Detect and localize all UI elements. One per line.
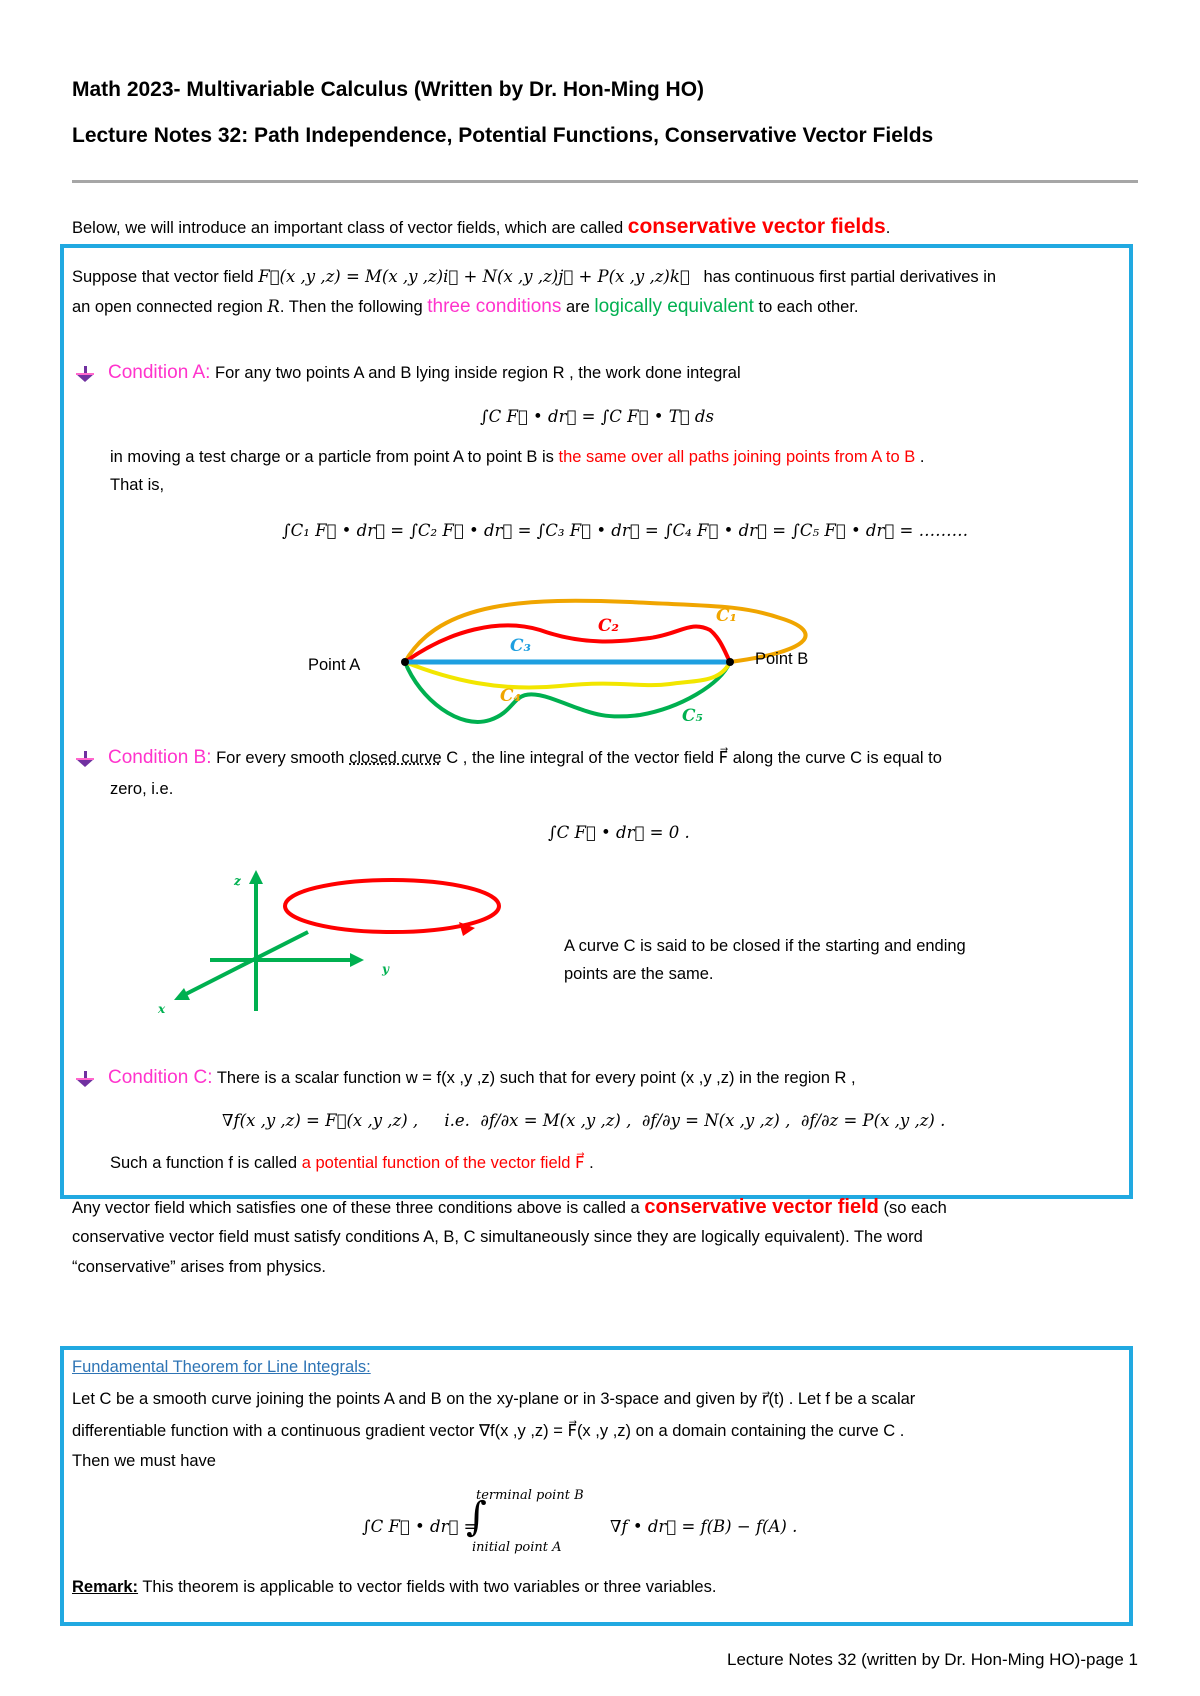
- region-R: R: [267, 297, 280, 316]
- point-a-dot: [401, 658, 409, 666]
- c3-label: C₃: [510, 636, 531, 656]
- bullet-icon: [74, 749, 96, 769]
- condition-a-equation: ∫C F⃗ • dr⃗ = ∫C F⃗ • T⃗ ds: [480, 407, 714, 426]
- potential-text: Such a function f is called: [110, 1154, 302, 1172]
- bullet-icon: [74, 1069, 96, 1089]
- remark-label: Remark:: [72, 1578, 139, 1596]
- caption-line1: A curve C is said to be closed if the starting and ending: [564, 937, 966, 955]
- partial-z-eq: ∂f/∂z = P(x ,y ,z) .: [800, 1111, 946, 1130]
- z-label: z: [234, 874, 241, 888]
- caption-line2: points are the same.: [564, 965, 714, 983]
- vector-field-def: F⃗(x ,y ,z) = M(x ,y ,z)i⃗ + N(x ,y ,z)j⃗ + P(x ,y ,z)k⃗: [258, 267, 690, 286]
- conservative-definition-line1: [72, 1192, 947, 1223]
- c2-label: C₂: [598, 616, 619, 636]
- c5-label: C₅: [682, 706, 703, 726]
- condition-a-line2-text: in moving a test charge or a particle from point A to point B is: [110, 448, 559, 466]
- remark-text: This theorem is applicable to vector fields with two variables or three variables.: [138, 1578, 717, 1596]
- bullet-icon: [74, 364, 96, 384]
- closed-curve: [285, 880, 499, 932]
- line2-text-d: to each other.: [753, 298, 859, 316]
- intro-paragraph: [72, 212, 890, 243]
- logically-equivalent: logically equivalent: [594, 296, 754, 317]
- condition-a-label: Condition A:: [108, 362, 211, 383]
- c1-label: C₁: [716, 606, 737, 626]
- conservative-term: conservative vector field: [644, 1196, 879, 1218]
- condition-b-equation: ∫C F⃗ • dr⃗ = 0 .: [548, 823, 690, 842]
- same-over-all-paths: the same over all paths joining points from A to B: [558, 448, 916, 466]
- point-a-label: Point A: [308, 656, 361, 674]
- theorem-eq-left: ∫C F⃗ • dr⃗ =: [362, 1517, 478, 1536]
- potential-definition: a potential function of the vector field F⃗: [301, 1154, 585, 1172]
- grad-eq: ∇f(x ,y ,z) = F⃗(x ,y ,z) ,: [222, 1111, 419, 1130]
- partial-y-eq: ∂f/∂y = N(x ,y ,z) ,: [641, 1111, 791, 1130]
- that-is: That is,: [110, 476, 165, 494]
- box1-line1: [72, 262, 996, 292]
- intro-end: .: [885, 219, 891, 237]
- any-text-a: Any vector field which satisfies one of these three conditions above is called a: [72, 1199, 645, 1217]
- theorem-line2: differentiable function with a continuous gradient vector ∇f(x ,y ,z) = F⃗(x ,y ,z) on a domain containing the curve C .: [72, 1422, 905, 1440]
- theorem-line3: Then we must have: [72, 1452, 216, 1470]
- doc-title: Math 2023- Multivariable Calculus (Written by Dr. Hon-Ming HO): [72, 78, 705, 101]
- theorem-eq-lower-limit: initial point A: [472, 1540, 562, 1555]
- condition-b-text-b: C , the line integral of the vector field F⃗ along the curve C is equal to: [441, 749, 942, 767]
- line2-text-c: are: [561, 298, 595, 316]
- gradient-equation: [222, 1106, 945, 1136]
- page-footer: Lecture Notes 32 (written by Dr. Hon-Ming HO)-page 1: [726, 1650, 1138, 1669]
- potential-end: .: [584, 1154, 594, 1172]
- condition-c-label: Condition C:: [108, 1067, 213, 1088]
- conservative-definition-line3: “conservative” arises from physics.: [72, 1258, 326, 1276]
- c4-label: C₄: [500, 686, 521, 706]
- potential-function-line: [110, 1148, 594, 1178]
- path-c2: [405, 625, 730, 662]
- condition-a: [108, 358, 741, 388]
- three-conditions: three conditions: [427, 296, 562, 317]
- closed-curve-term: closed curve: [349, 749, 442, 767]
- theorem-heading: Fundamental Theorem for Line Integrals:: [72, 1358, 371, 1376]
- condition-a-text: For any two points A and B lying inside region R , the work done integral: [210, 364, 741, 382]
- condition-b-text-a: For every smooth: [211, 749, 350, 767]
- line1-text-a: Suppose that vector field: [72, 268, 259, 286]
- box1-line2: [72, 292, 858, 322]
- condition-b-label: Condition B:: [108, 747, 212, 768]
- point-b-dot: [726, 658, 734, 666]
- y-label: y: [382, 962, 389, 976]
- condition-b: [108, 743, 942, 773]
- path-integral-chain: ∫C₁ F⃗ • dr⃗ = ∫C₂ F⃗ • dr⃗ = ∫C₃ F⃗ • dr⃗ = ∫C₄ F⃗ • dr⃗ = ∫C₅ F⃗ • dr⃗ = ………: [282, 521, 969, 540]
- lecture-title: Lecture Notes 32: Path Independence, Potential Functions, Conservative Vector Fields: [72, 124, 934, 147]
- x-label: x: [158, 1002, 166, 1016]
- theorem-eq-upper-limit: terminal point B: [476, 1488, 584, 1503]
- condition-b-line2: zero, i.e.: [110, 780, 174, 798]
- x-axis: [182, 932, 308, 996]
- line2-text-a: an open connected region: [72, 298, 268, 316]
- condition-a-line2: [110, 442, 924, 472]
- conservative-definition-line2: conservative vector field must satisfy conditions A, B, C simultaneously since they are logically equivalent). The word: [72, 1228, 923, 1246]
- condition-a-line2-end: .: [915, 448, 925, 466]
- intro-text: Below, we will introduce an important class of vector fields, which are called: [72, 219, 628, 237]
- path-c4: [405, 662, 730, 688]
- ie-label: i.e.: [444, 1111, 470, 1130]
- theorem-eq-right: ∇f • dr⃗ = f(B) − f(A) .: [610, 1517, 798, 1536]
- condition-c: [108, 1063, 856, 1093]
- header-divider: [72, 180, 1138, 183]
- remark-line: [72, 1572, 716, 1602]
- closed-curve-figure: [160, 866, 560, 1026]
- line2-text-b: . Then the following: [279, 298, 428, 316]
- point-b-label: Point B: [755, 650, 809, 668]
- any-text-b: (so each: [878, 1199, 947, 1217]
- integral-sign: ∫: [466, 1494, 487, 1540]
- partial-x-eq: ∂f/∂x = M(x ,y ,z) ,: [480, 1111, 632, 1130]
- intro-highlight: conservative vector fields: [627, 215, 886, 238]
- theorem-line1: Let C be a smooth curve joining the points A and B on the xy-plane or in 3-space and given by r⃗(t) . Let f be a scalar: [72, 1390, 916, 1408]
- closed-curve-caption: [564, 932, 966, 988]
- line1-text-b: has continuous first partial derivatives in: [703, 268, 997, 286]
- condition-c-text: There is a scalar function w = f(x ,y ,z) such that for every point (x ,y ,z) in the region R ,: [212, 1069, 856, 1087]
